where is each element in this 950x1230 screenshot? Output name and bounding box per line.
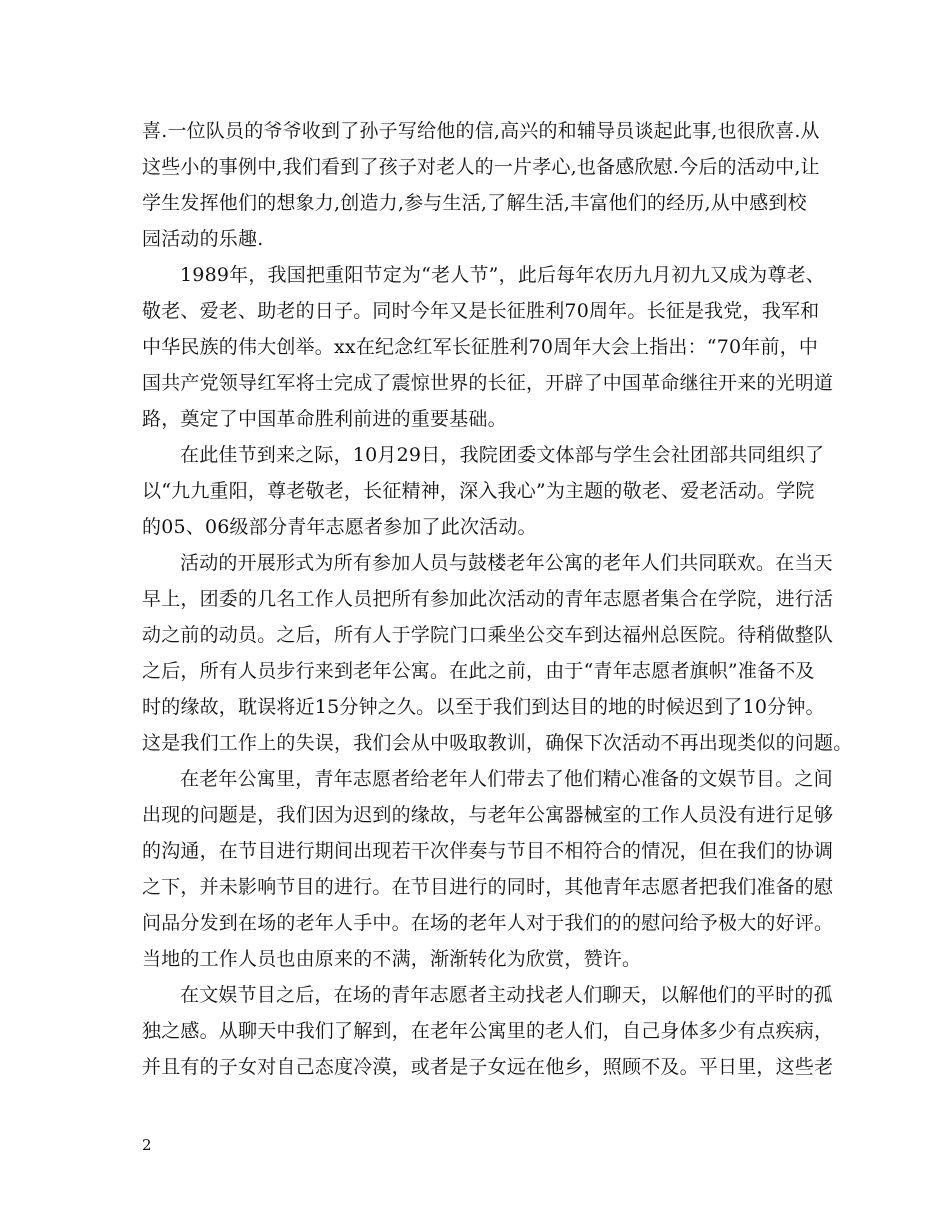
text-line: 早上，团委的几名工作人员把所有参加此次活动的青年志愿者集合在学院，进行活: [142, 588, 834, 610]
text-line: 国共产党领导红军将士完成了震惊世界的长征，开辟了中国革命继往开来的光明道: [142, 372, 834, 394]
text-line: 问品分发到在场的老年人手中。在场的老年人对于我们的的慰问给予极大的好评。: [142, 912, 834, 934]
text-line: 这是我们工作上的失误，我们会从中吸取教训，确保下次活动不再出现类似的问题。: [142, 732, 853, 754]
text-line: 动之前的动员。之后，所有人于学院门口乘坐公交车到达福州总医院。待稍做整队: [142, 624, 834, 646]
text-line: 独之感。从聊天中我们了解到，在老年公寓里的老人们，自己身体多少有点疾病，: [142, 1020, 834, 1042]
text-line: 出现的问题是，我们因为迟到的缘故，与老年公寓器械室的工作人员没有进行足够: [142, 804, 834, 826]
text-line: 这些小的事例中,我们看到了孩子对老人的一片孝心,也备感欣慰.今后的活动中,让: [142, 156, 820, 178]
text-line: 喜.一位队员的爷爷收到了孙子写给他的信,高兴的和辅导员谈起此事,也很欣喜.从: [142, 120, 820, 142]
paragraph-first-line: 在文娱节目之后，在场的青年志愿者主动找老人们聊天，以解他们的平时的孤: [180, 984, 833, 1006]
text-line: 园活动的乐趣.: [142, 228, 264, 250]
paragraph-first-line: 在此佳节到来之际，10月29日，我院团委文体部与学生会社团部共同组织了: [180, 444, 825, 466]
text-line: 以“九九重阳，尊老敬老，长征精神，深入我心”为主题的敬老、爱老活动。学院: [142, 480, 815, 502]
paragraph-first-line: 活动的开展形式为所有参加人员与鼓楼老年公寓的老年人们共同联欢。在当天: [180, 552, 833, 574]
text-line: 的沟通，在节目进行期间出现若干次伴奏与节目不相符合的情况，但在我们的协调: [142, 840, 834, 862]
text-line: 学生发挥他们的想象力,创造力,参与生活,了解生活,丰富他们的经历,从中感到校: [142, 192, 807, 214]
text-line: 的05、06级部分青年志愿者参加了此次活动。: [142, 516, 537, 538]
text-line: 敬老、爱老、助老的日子。同时今年又是长征胜利70周年。长征是我党，我军和: [142, 300, 820, 322]
text-line: 时的缘故，耽误将近15分钟之久。以至于我们到达目的地的时候迟到了10分钟。: [142, 696, 825, 718]
page-number: 2: [142, 1136, 152, 1154]
text-line: 之后，所有人员步行来到老年公寓。在此之前，由于“青年志愿者旗帜”准备不及: [142, 660, 815, 682]
text-line: 中华民族的伟大创举。xx在纪念红军长征胜利70周年大会上指出：“70年前，中: [142, 336, 819, 358]
text-line: 路，奠定了中国革命胜利前进的重要基础。: [142, 408, 507, 430]
text-line: 当地的工作人员也由原来的不满，渐渐转化为欣赏，赞许。: [142, 948, 642, 970]
paragraph-first-line: 1989年，我国把重阳节定为“老人节”，此后每年农历九月初九又成为尊老、: [180, 264, 825, 286]
paragraph-first-line: 在老年公寓里，青年志愿者给老年人们带去了他们精心准备的文娱节目。之间: [180, 768, 833, 790]
text-line: 并且有的子女对自己态度冷漠，或者是子女远在他乡，照顾不及。平日里，这些老: [142, 1056, 834, 1078]
text-line: 之下，并未影响节目的进行。在节目进行的同时，其他青年志愿者把我们准备的慰: [142, 876, 834, 898]
